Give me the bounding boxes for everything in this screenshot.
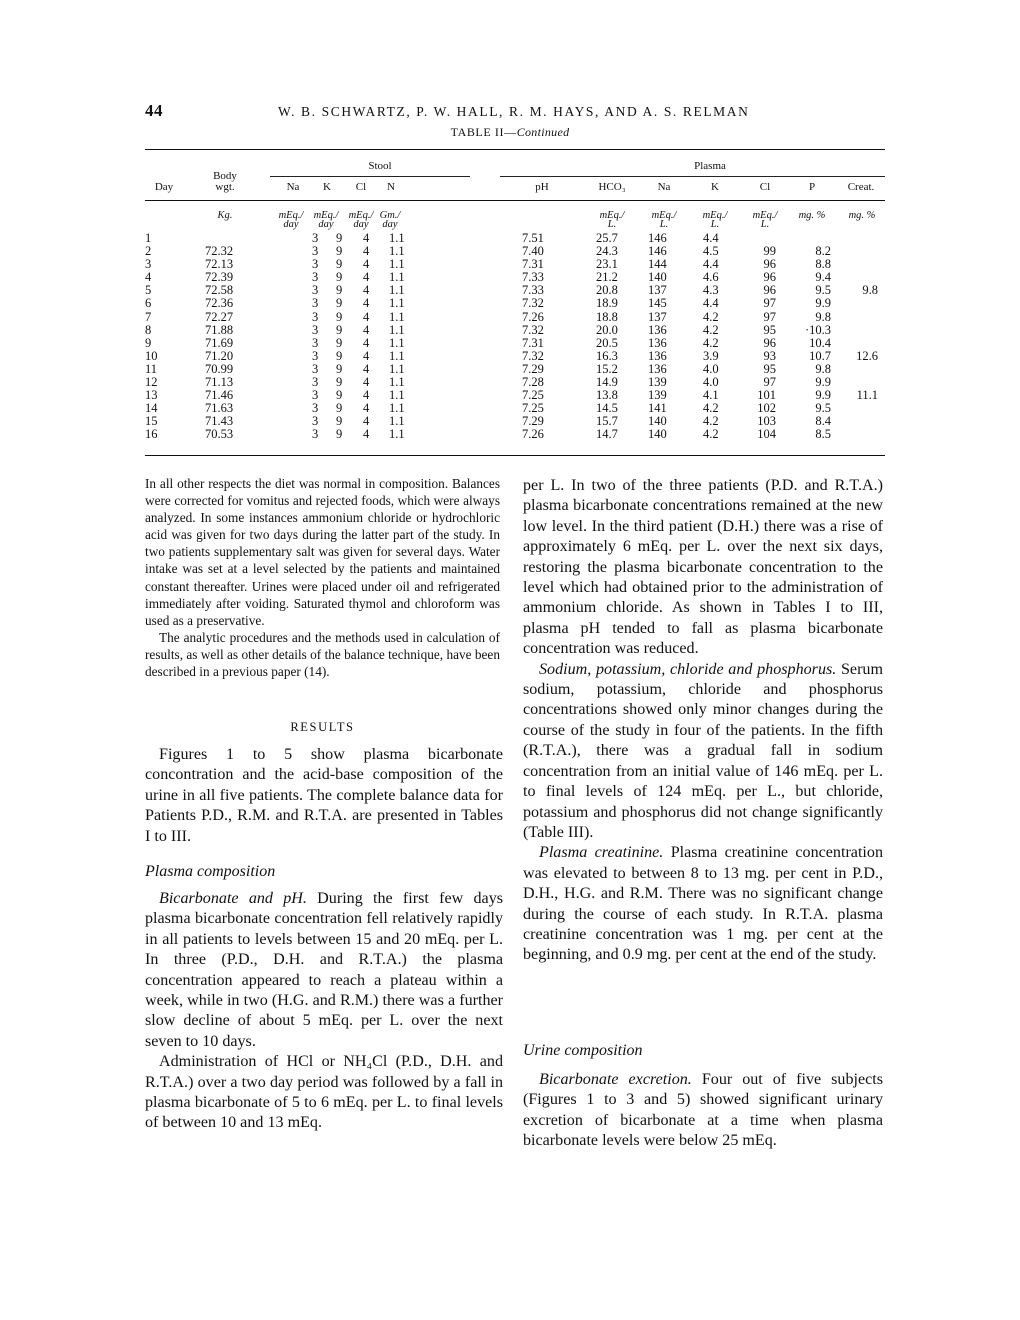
table-cell-pna: 141 — [648, 401, 667, 416]
results-paragraph: Figures 1 to 5 show plasma bicarbonate concontration and the acid-base composition of the urine in all five patients. The complete balance data for Patients P.D., R.M. and R.T.A. are presented in Tables I to III. — [145, 746, 503, 845]
bicarbonate-paragraph — [145, 889, 503, 1052]
table-cell-n: 1.1 — [389, 283, 405, 298]
unit-plasma-na: mEq./ L. — [651, 210, 677, 230]
table-cell-pcl: 96 — [763, 335, 776, 350]
table-cell-wgt: 71.13 — [205, 375, 234, 390]
table-cell-pna: 140 — [648, 414, 667, 429]
table-cell-k: 9 — [336, 427, 343, 442]
table-cell-pk: 4.2 — [703, 309, 719, 324]
unit-n: Gm./ day — [379, 210, 401, 230]
table-cell-p: 9.8 — [815, 309, 831, 324]
table-cell-pcl: 96 — [763, 283, 776, 298]
table-caption-prefix: TABLE II— — [450, 125, 517, 139]
table-cell-ph: 7.26 — [522, 309, 544, 324]
table-cell-cl: 4 — [363, 244, 370, 259]
table-cell-n: 1.1 — [389, 414, 405, 429]
col-header-creat: Creat. — [847, 181, 875, 193]
table-cell-hco3: 18.8 — [596, 309, 618, 324]
table-cell-n: 1.1 — [389, 427, 405, 442]
table-cell-p: 8.8 — [815, 257, 831, 272]
table-cell-pk: 4.4 — [703, 257, 719, 272]
table-cell-day: 9 — [145, 335, 152, 350]
table-cell-ph: 7.28 — [522, 375, 544, 390]
column-p — [795, 232, 831, 442]
table-cell-na: 3 — [312, 322, 319, 337]
creatinine-body: Plasma creatinine concentration was elevated to between 8 to 13 mg. per cent in P.D., D.H., H.G. and R.M. There was no significant change during the course of each study. In R.T.A. plasma creatinine concentration was 1 mg. per cent at the beginning, and 0.9 mg. per cent at the end of the study. — [523, 844, 883, 964]
right-column-top — [523, 476, 883, 966]
table-cell-pk: 4.2 — [703, 427, 719, 442]
table-cell-day: 13 — [145, 388, 158, 403]
table-header-rule — [145, 200, 885, 201]
table-cell-k: 9 — [336, 296, 343, 311]
table-cell-wgt: 71.46 — [205, 388, 234, 403]
table-cell-k: 9 — [336, 414, 343, 429]
table-cell-na: 3 — [312, 375, 319, 390]
table-cell-na: 3 — [312, 283, 319, 298]
table-cell-cl: 4 — [363, 388, 370, 403]
table-cell-ph: 7.32 — [522, 348, 544, 363]
table-cell-creat — [838, 324, 878, 337]
table-cell-cl: 4 — [363, 283, 370, 298]
table-cell-na: 3 — [312, 270, 319, 285]
table-cell-hco3: 24.3 — [596, 244, 618, 259]
column-plasma-cl — [748, 232, 776, 442]
table-cell-pk: 4.4 — [703, 296, 719, 311]
table-cell-hco3: 25.7 — [596, 231, 618, 245]
table-cell-pcl: 104 — [757, 427, 776, 442]
table-cell-pcl: 95 — [763, 322, 776, 337]
table-cell-hco3: 18.9 — [596, 296, 618, 311]
results-intro — [145, 745, 503, 847]
table-cell-hco3: 15.7 — [596, 414, 618, 429]
table-cell-cl: 4 — [363, 309, 370, 324]
table-top-rule — [145, 149, 885, 150]
table-cell-ph: 7.31 — [522, 257, 544, 272]
table-cell-n: 1.1 — [389, 270, 405, 285]
table-cell-wgt: 72.39 — [205, 270, 234, 285]
table-cell-hco3: 14.7 — [596, 427, 618, 442]
table-cell-ph: 7.32 — [522, 296, 544, 311]
table-cell-wgt: 71.88 — [205, 322, 234, 337]
table-cell-wgt: 70.53 — [205, 427, 234, 442]
table-cell-k: 9 — [336, 231, 343, 245]
table-cell-ph: 7.25 — [522, 401, 544, 416]
table-cell-pk: 4.0 — [703, 375, 719, 390]
col-header-k: K — [323, 181, 331, 193]
methods-paragraph-1: In all other respects the diet was normal in composition. Balances were corrected for vomitus and rejected foods, which were always analyzed. In some instances ammonium chloride or hydrochloric acid was given for two days during the latter part of the study. In two patients supplementary salt was given for several days. Water intake was set at a level selected by the patients and maintained constant thereafter. Urines were placed under oil and refrigerated immediately after voiding. Saturated thymol and chloroform was used as a preservative. — [145, 476, 500, 628]
table-cell-pna: 136 — [648, 322, 667, 337]
table-cell-ph: 7.33 — [522, 270, 544, 285]
unit-plasma-k: mEq./ L. — [702, 210, 728, 230]
page-number: 44 — [145, 101, 163, 120]
table-cell-k: 9 — [336, 322, 343, 337]
table-cell-pna: 136 — [648, 361, 667, 376]
table-cell-pk: 4.2 — [703, 322, 719, 337]
table-cell-p: 10.4 — [809, 335, 831, 350]
col-header-body: Body — [213, 170, 237, 182]
table-cell-creat — [838, 232, 878, 245]
table-cell-creat — [838, 245, 878, 258]
unit-hco3: mEq./ L. — [599, 210, 625, 230]
results-heading: RESULTS — [290, 720, 355, 734]
table-cell-na: 3 — [312, 335, 319, 350]
table-cell-n: 1.1 — [389, 322, 405, 337]
col-header-p: P — [808, 181, 816, 193]
table-cell-wgt: 72.58 — [205, 283, 234, 298]
table-cell-wgt: 71.43 — [205, 414, 234, 429]
bicarbonate-excretion-body: Four out of five subjects (Figures 1 to 3 and 5) showed significant urinary excretion of bicarbonate at a time when plasma bicarbonate levels were below 25 mEq. — [523, 1071, 883, 1150]
table-cell-p: 9.9 — [815, 388, 831, 403]
table-cell-hco3: 21.2 — [596, 270, 618, 285]
methods-text — [145, 475, 500, 680]
table-cell-creat — [838, 415, 878, 428]
unit-wgt: Kg. — [217, 210, 233, 221]
stool-group-rule — [270, 176, 470, 177]
table-cell-wgt: 70.99 — [205, 361, 234, 376]
table-cell-day: 11 — [145, 361, 158, 376]
table-cell-cl: 4 — [363, 401, 370, 416]
table-cell-p: 9.9 — [815, 375, 831, 390]
table-cell-cl: 4 — [363, 427, 370, 442]
col-header-n: N — [387, 181, 395, 193]
unit-creat: mg. % — [848, 210, 876, 221]
right-column-bottom — [523, 1070, 883, 1152]
table-cell-cl: 4 — [363, 361, 370, 376]
table-cell-p: 8.2 — [815, 244, 831, 259]
unit-plasma-cl: mEq./ L. — [752, 210, 778, 230]
table-cell-day: 1 — [145, 231, 152, 245]
table-cell-na: 3 — [312, 414, 319, 429]
col-header-cl: Cl — [355, 181, 367, 193]
table-cell-cl: 4 — [363, 348, 370, 363]
table-cell-day: 5 — [145, 283, 152, 298]
table-cell-pcl: 96 — [763, 270, 776, 285]
table-cell-pna: 137 — [648, 309, 667, 324]
column-plasma-k — [703, 232, 739, 442]
table-cell-pk: 4.2 — [703, 335, 719, 350]
running-title: W. B. SCHWARTZ, P. W. HALL, R. M. HAYS, AND A. S. RELMAN — [278, 104, 750, 119]
table-cell-hco3: 23.1 — [596, 257, 618, 272]
table-cell-na: 3 — [312, 309, 319, 324]
table-cell-ph: 7.31 — [522, 335, 544, 350]
bicarbonate-lead: Bicarbonate and pH. — [159, 890, 307, 907]
table-cell-creat — [838, 311, 878, 324]
table-cell-day: 14 — [145, 401, 158, 416]
table-cell-hco3: 15.2 — [596, 361, 618, 376]
table-cell-pk: 4.2 — [703, 414, 719, 429]
bicarbonate-excretion-paragraph — [523, 1070, 883, 1152]
table-cell-ph: 7.40 — [522, 244, 544, 259]
table-cell-n: 1.1 — [389, 388, 405, 403]
table-cell-cl: 4 — [363, 335, 370, 350]
table-cell-hco3: 14.5 — [596, 401, 618, 416]
table-cell-n: 1.1 — [389, 401, 405, 416]
column-stool-n — [389, 232, 419, 442]
table-cell-pcl: 101 — [757, 388, 776, 403]
column-day — [145, 232, 175, 442]
table-cell-cl: 4 — [363, 414, 370, 429]
table-cell-n: 1.1 — [389, 231, 405, 245]
table-cell-pna: 139 — [648, 375, 667, 390]
table-cell-k: 9 — [336, 348, 343, 363]
table-cell-wgt: 72.36 — [205, 296, 234, 311]
table-cell-day: 12 — [145, 375, 158, 390]
table-cell-na: 3 — [312, 296, 319, 311]
table-cell-creat: 11.1 — [856, 388, 878, 403]
table-cell-n: 1.1 — [389, 244, 405, 259]
table-cell-creat — [838, 297, 878, 310]
table-cell-day: 8 — [145, 322, 152, 337]
table-cell-pna: 140 — [648, 427, 667, 442]
table-cell-na: 3 — [312, 401, 319, 416]
column-creat — [838, 232, 878, 442]
column-body-wgt — [205, 232, 245, 442]
unit-na: mEq./ day — [278, 210, 304, 230]
table-cell-n: 1.1 — [389, 309, 405, 324]
table-cell-cl: 4 — [363, 296, 370, 311]
table-cell-day: 3 — [145, 257, 152, 272]
col-header-ph: pH — [535, 181, 549, 193]
table-cell-pk: 4.6 — [703, 270, 719, 285]
table-cell-k: 9 — [336, 283, 343, 298]
col-header-wgt: wgt. — [215, 181, 235, 193]
col-header-day: Day — [154, 181, 174, 193]
table-cell-pk: 4.5 — [703, 244, 719, 259]
table-cell-p: 8.5 — [815, 427, 831, 442]
table-bottom-rule — [145, 455, 885, 456]
table-cell-k: 9 — [336, 401, 343, 416]
table-cell-pna: 145 — [648, 296, 667, 311]
table-cell-p: 9.8 — [815, 361, 831, 376]
plasma-group-header: Plasma — [694, 160, 726, 172]
col-header-plasma-k: K — [711, 181, 719, 193]
table-cell-creat: 9.8 — [862, 283, 878, 298]
table-cell-p: 10.7 — [809, 348, 831, 363]
table-cell-hco3: 13.8 — [596, 388, 618, 403]
bicarbonate-section — [145, 889, 503, 1134]
table-cell-pcl: 97 — [763, 375, 776, 390]
table-cell-p: 8.4 — [815, 414, 831, 429]
table-cell-hco3: 20.0 — [596, 322, 618, 337]
table-cell-pk: 4.1 — [703, 388, 719, 403]
col-header-plasma-cl: Cl — [759, 181, 771, 193]
table-cell-na: 3 — [312, 244, 319, 259]
table-cell-cl: 4 — [363, 322, 370, 337]
table-cell-p: ·10.3 — [804, 322, 831, 337]
table-cell-day: 7 — [145, 309, 152, 324]
stool-group-header: Stool — [368, 160, 392, 172]
table-cell-k: 9 — [336, 388, 343, 403]
table-cell-n: 1.1 — [389, 348, 405, 363]
sodium-lead: Sodium, potassium, chloride and phosphorus. — [539, 660, 837, 678]
table-cell-na: 3 — [312, 427, 319, 442]
table-cell-k: 9 — [336, 257, 343, 272]
table-cell-na: 3 — [312, 388, 319, 403]
table-cell-pcl: 96 — [763, 257, 776, 272]
table-cell-k: 9 — [336, 244, 343, 259]
table-cell-creat: 12.6 — [856, 348, 878, 363]
table-cell-pna: 140 — [648, 270, 667, 285]
table-cell-day: 6 — [145, 296, 152, 311]
table-cell-p: 9.5 — [815, 283, 831, 298]
table-cell-pcl: 95 — [763, 361, 776, 376]
col-header-na: Na — [286, 181, 300, 193]
table-cell-wgt: 71.20 — [205, 348, 234, 363]
unit-cl: mEq./ day — [348, 210, 374, 230]
column-ph — [522, 232, 558, 442]
table-cell-pcl: 97 — [763, 309, 776, 324]
table-cell-pk: 4.0 — [703, 361, 719, 376]
methods-paragraph-2: The analytic procedures and the methods used in calculation of results, as well as other details of the balance technique, have been described in a previous paper (14). — [145, 629, 500, 680]
table-cell-hco3: 20.5 — [596, 335, 618, 350]
table-cell-pk: 4.2 — [703, 401, 719, 416]
table-cell-na: 3 — [312, 361, 319, 376]
col-header-plasma-na: Na — [657, 181, 671, 193]
table-cell-day: 2 — [145, 244, 152, 259]
sodium-body: Serum sodium, potassium, chloride and phosphorus concentrations showed only minor changes during the course of the study in four of the patients. In the fifth (R.T.A.), there was a gradual fall in sodium concentration from an initial value of 146 mEq. per L. to final levels of 124 mEq. per L., but chloride, potassium and phosphorus did not change significantly (Table III). — [523, 660, 883, 841]
table-cell-pk: 3.9 — [703, 348, 719, 363]
table-cell-cl: 4 — [363, 270, 370, 285]
table-cell-k: 9 — [336, 361, 343, 376]
column-stool-cl — [363, 232, 383, 442]
table-cell-cl: 4 — [363, 375, 370, 390]
table-cell-n: 1.1 — [389, 375, 405, 390]
table-cell-pk: 4.4 — [703, 231, 719, 245]
table-cell-ph: 7.29 — [522, 414, 544, 429]
table-cell-p: 9.9 — [815, 296, 831, 311]
unit-p: mg. % — [798, 210, 826, 221]
table-cell-creat — [838, 363, 878, 376]
table-cell-pna: 146 — [648, 231, 667, 245]
table-cell-p: 9.4 — [815, 270, 831, 285]
column-plasma-na — [648, 232, 684, 442]
table-cell-wgt: 72.32 — [205, 244, 234, 259]
table-cell-pna: 136 — [648, 348, 667, 363]
table-caption-continued: Continued — [516, 125, 570, 139]
table-cell-pk: 4.3 — [703, 283, 719, 298]
continuation-paragraph: per L. In two of the three patients (P.D. and R.T.A.) plasma bicarbonate concentrations remained at the new low level. In the third patient (D.H.) there was a rise of approximately 6 mEq. per L. over the next six days, restoring the plasma bicarbonate concentration to the level which had obtained prior to the administration of ammonium chloride. As shown in Tables I to III, plasma pH tended to fall as plasma bicarbonate concentration was reduced. — [523, 477, 883, 658]
plasma-composition-heading: Plasma composition — [145, 863, 276, 880]
bicarbonate-excretion-lead: Bicarbonate excretion. — [539, 1071, 692, 1088]
table-cell-hco3: 14.9 — [596, 375, 618, 390]
table-cell-wgt: 71.63 — [205, 401, 234, 416]
table-cell-creat — [838, 337, 878, 350]
table-cell-pcl: 103 — [757, 414, 776, 429]
column-stool-k — [336, 232, 356, 442]
table-cell-pna: 144 — [648, 257, 667, 272]
table-cell-hco3: 16.3 — [596, 348, 618, 363]
column-stool-na — [312, 232, 332, 442]
table-cell-k: 9 — [336, 309, 343, 324]
table-cell-pna: 136 — [648, 335, 667, 350]
sodium-paragraph — [523, 660, 883, 844]
bicarbonate-body: During the first few days plasma bicarbonate concentration fell relatively rapidly in all patients to levels between 15 and 20 mEq. per L. In three (P.D., D.H. and R.T.A.) the plasma concentration appeared to reach a plateau within a week, while in two (H.G. and R.M.) there was a further slow decline of about 5 mEq. per L. over the next seven to 10 days. — [145, 890, 503, 1050]
table-cell-day: 16 — [145, 427, 158, 442]
table-cell-creat — [838, 428, 878, 441]
plasma-group-rule — [500, 176, 885, 177]
creatinine-lead: Plasma creatinine. — [539, 844, 664, 862]
table-cell-ph: 7.29 — [522, 361, 544, 376]
table-cell-p: 9.5 — [815, 401, 831, 416]
col-header-hco3: HCO₃ — [598, 181, 626, 193]
table-cell-k: 9 — [336, 375, 343, 390]
table-cell-cl: 4 — [363, 257, 370, 272]
table-cell-creat — [838, 402, 878, 415]
table-cell-ph: 7.25 — [522, 388, 544, 403]
table-cell-day: 10 — [145, 348, 158, 363]
creatinine-paragraph — [523, 843, 883, 965]
table-cell-creat — [838, 258, 878, 271]
table-cell-ph: 7.51 — [522, 231, 544, 245]
table-cell-pna: 137 — [648, 283, 667, 298]
table-cell-wgt: 71.69 — [205, 335, 234, 350]
table-cell-pcl: 99 — [763, 244, 776, 259]
table-cell-n: 1.1 — [389, 361, 405, 376]
table-cell-day: 4 — [145, 270, 152, 285]
table-cell-na: 3 — [312, 257, 319, 272]
table-cell-pna: 146 — [648, 244, 667, 259]
table-cell-na: 3 — [312, 231, 319, 245]
table-cell-cl: 4 — [363, 231, 370, 245]
table-cell-pcl: 93 — [763, 348, 776, 363]
unit-k: mEq./ day — [313, 210, 339, 230]
table-cell-pcl: 102 — [757, 401, 776, 416]
table-cell-pcl: 97 — [763, 296, 776, 311]
table-cell-ph: 7.32 — [522, 322, 544, 337]
table-cell-ph: 7.26 — [522, 427, 544, 442]
table-cell-pna: 139 — [648, 388, 667, 403]
table-cell-ph: 7.33 — [522, 283, 544, 298]
table-caption — [0, 125, 1020, 140]
table-cell-k: 9 — [336, 335, 343, 350]
table-cell-wgt: 72.27 — [205, 309, 234, 324]
urine-composition-heading: Urine composition — [523, 1042, 643, 1059]
table-cell-n: 1.1 — [389, 257, 405, 272]
column-hco3 — [596, 232, 632, 442]
administration-paragraph: Administration of HCl or NH₄Cl (P.D., D.H. and R.T.A.) over a two day period was followed by a fall in plasma bicarbonate of 5 to 6 mEq. per L. to final levels of between 10 and 13 mEq. — [145, 1053, 503, 1132]
table-cell-k: 9 — [336, 270, 343, 285]
table-cell-day: 15 — [145, 414, 158, 429]
table-cell-n: 1.1 — [389, 296, 405, 311]
table-cell-hco3: 20.8 — [596, 283, 618, 298]
table-cell-n: 1.1 — [389, 335, 405, 350]
table-cell-wgt: 72.13 — [205, 257, 234, 272]
table-cell-na: 3 — [312, 348, 319, 363]
